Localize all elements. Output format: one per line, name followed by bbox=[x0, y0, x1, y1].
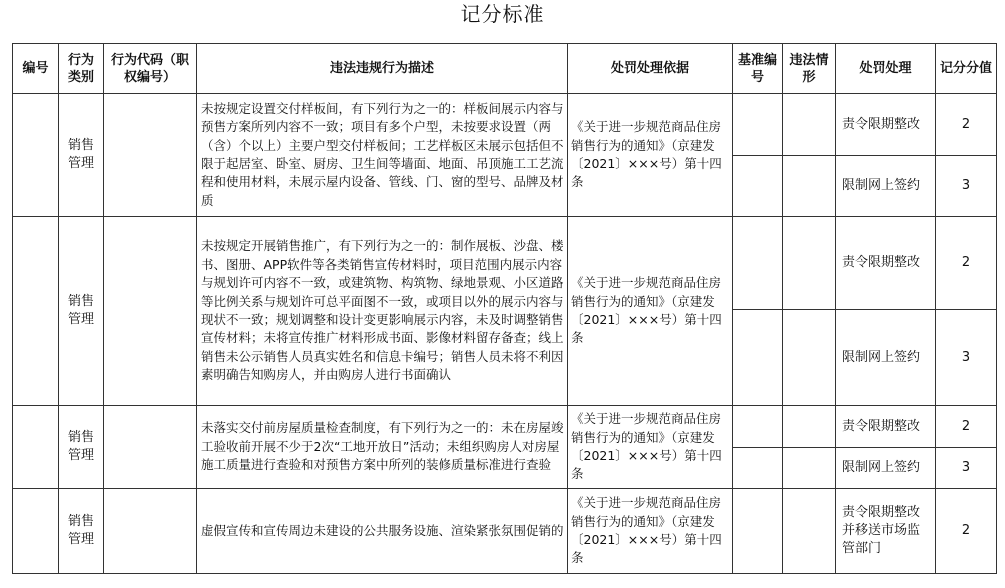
cell-action: 责令限期整改 bbox=[836, 217, 936, 310]
header-number: 编号 bbox=[13, 44, 59, 94]
table-row bbox=[13, 489, 997, 574]
cell-situation bbox=[783, 156, 836, 217]
table-row bbox=[13, 406, 997, 448]
cell-action: 限制网上签约 bbox=[836, 310, 936, 406]
cell-number bbox=[13, 217, 59, 406]
cell-action: 限制网上签约 bbox=[836, 448, 936, 489]
cell-situation bbox=[783, 448, 836, 489]
cell-score: 2 bbox=[936, 406, 997, 448]
cell-situation bbox=[783, 489, 836, 574]
cell-benchmark bbox=[733, 406, 783, 448]
cell-number bbox=[13, 406, 59, 489]
cell-description: 未按规定设置交付样板间，有下列行为之一的：样板间展示内容与预售方案所列内容不一致；项目有多个户型，未按要求设置（两（含）个以上）主要户型交付样板间；工艺样板区未展示包括但不限于起居室、卧室、厨房、卫生间等墙面、地面、吊顶施工工艺流程和使用材料，未展示屋内设备、管线、门、窗的型号、品牌及材质 bbox=[197, 94, 568, 217]
page-title: 记分标准 bbox=[460, 2, 545, 26]
header-description: 违法违规行为描述 bbox=[197, 44, 568, 94]
cell-basis: 《关于进一步规范商品住房销售行为的通知》（京建发〔2021〕×××号）第十四条 bbox=[568, 217, 733, 406]
header-score: 记分分值 bbox=[936, 44, 997, 94]
cell-description: 未按规定开展销售推广，有下列行为之一的：制作展板、沙盘、楼书、图册、APP软件等各类销售宣传材料时，项目范围内展示内容与规划许可内容不一致，或建筑物、构筑物、绿地景观、小区道路等比例关系与规划许可总平面图不一致，或项目以外的展示内容与现状不一致；规划调整和设计变更影响展示内容，未及时调整销售宣传材料；未将宣传推广材料形成书面、影像材料留存备查；线上销售未公示销售人员真实姓名和信息卡编号；销售人员未将不利因素明确告知购房人，并由购房人进行书面确认 bbox=[197, 217, 568, 406]
cell-code bbox=[104, 489, 197, 574]
cell-situation bbox=[783, 406, 836, 448]
table-row bbox=[13, 217, 997, 310]
cell-category: 销售管理 bbox=[59, 406, 104, 489]
cell-action: 限制网上签约 bbox=[836, 156, 936, 217]
cell-basis: 《关于进一步规范商品住房销售行为的通知》（京建发〔2021〕×××号）第十四条 bbox=[568, 94, 733, 217]
cell-benchmark bbox=[733, 448, 783, 489]
cell-number bbox=[13, 94, 59, 217]
cell-score: 3 bbox=[936, 448, 997, 489]
cell-benchmark bbox=[733, 489, 783, 574]
table-row bbox=[13, 94, 997, 156]
cell-score: 2 bbox=[936, 94, 997, 156]
cell-description: 虚假宣传和宣传周边未建设的公共服务设施、渲染紧张氛围促销的 bbox=[197, 489, 568, 574]
cell-situation bbox=[783, 310, 836, 406]
cell-score: 2 bbox=[936, 489, 997, 574]
cell-situation bbox=[783, 217, 836, 310]
scoring-table bbox=[12, 43, 997, 574]
cell-basis: 《关于进一步规范商品住房销售行为的通知》（京建发〔2021〕×××号）第十四条 bbox=[568, 489, 733, 574]
cell-code bbox=[104, 217, 197, 406]
cell-situation bbox=[783, 94, 836, 156]
cell-benchmark bbox=[733, 217, 783, 310]
header-situation: 违法情形 bbox=[783, 44, 836, 94]
cell-action: 责令限期整改并移送市场监管部门 bbox=[836, 489, 936, 574]
cell-basis: 《关于进一步规范商品住房销售行为的通知》（京建发〔2021〕×××号）第十四条 bbox=[568, 406, 733, 489]
cell-benchmark bbox=[733, 310, 783, 406]
cell-number bbox=[13, 489, 59, 574]
cell-action: 责令限期整改 bbox=[836, 406, 936, 448]
cell-score: 3 bbox=[936, 156, 997, 217]
cell-category: 销售管理 bbox=[59, 94, 104, 217]
header-basis: 处罚处理依据 bbox=[568, 44, 733, 94]
cell-category: 销售管理 bbox=[59, 217, 104, 406]
cell-score: 3 bbox=[936, 310, 997, 406]
cell-benchmark bbox=[733, 94, 783, 156]
cell-description: 未落实交付前房屋质量检查制度，有下列行为之一的：未在房屋竣工验收前开展不少于2次“工地开放日”活动；未组织购房人对房屋施工质量进行查验和对预售方案中所列的装修质量标准进行查验 bbox=[197, 406, 568, 489]
header-code: 行为代码（职权编号） bbox=[104, 44, 197, 94]
header-benchmark: 基准编号 bbox=[733, 44, 783, 94]
cell-benchmark bbox=[733, 156, 783, 217]
cell-score: 2 bbox=[936, 217, 997, 310]
cell-action: 责令限期整改 bbox=[836, 94, 936, 156]
header-category: 行为类别 bbox=[59, 44, 104, 94]
header-row bbox=[13, 44, 997, 94]
header-action: 处罚处理 bbox=[836, 44, 936, 94]
cell-code bbox=[104, 406, 197, 489]
cell-code bbox=[104, 94, 197, 217]
cell-category: 销售管理 bbox=[59, 489, 104, 574]
